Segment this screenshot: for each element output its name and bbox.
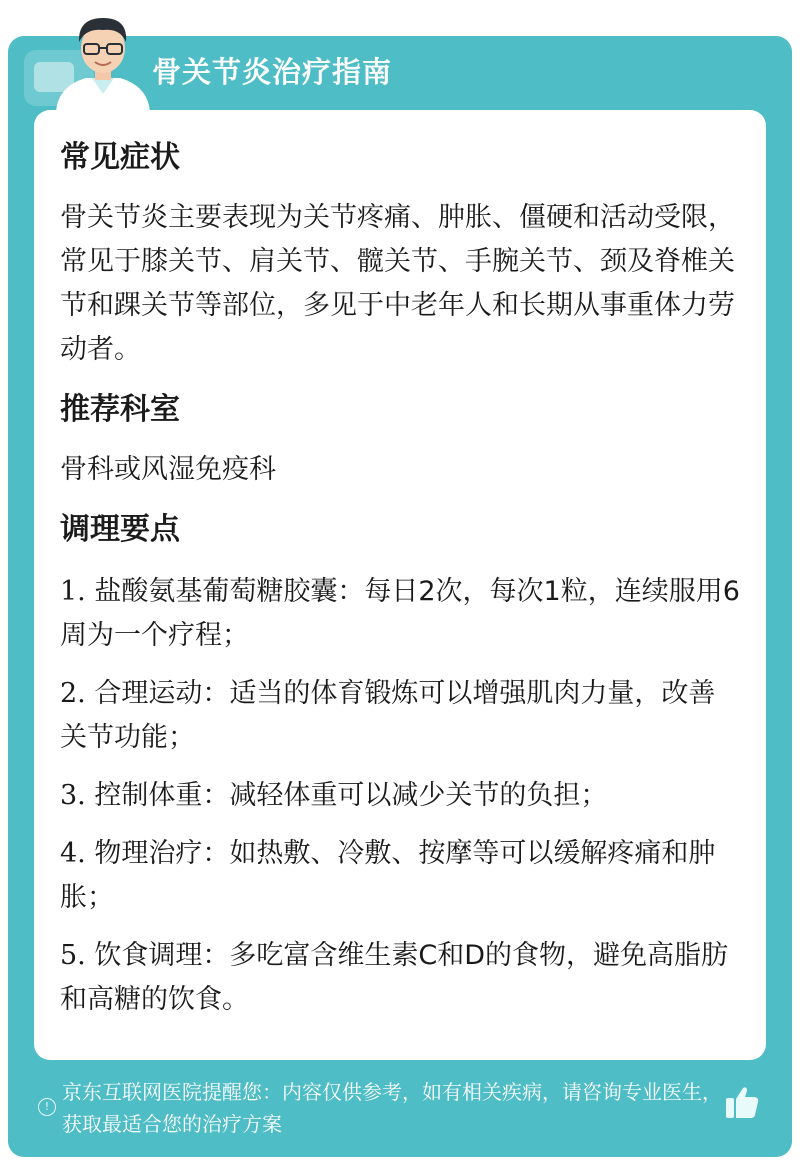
care-item-number: 4. [60,838,86,869]
care-item-number: 2. [60,678,86,709]
content-card [34,110,766,1060]
care-item-text: 控制体重：减轻体重可以减少关节的负担； [94,780,608,811]
info-icon: ! [38,1098,56,1116]
care-item [60,832,740,920]
department-heading: 推荐科室 [60,392,180,427]
thumbs-up-icon[interactable] [722,1082,762,1122]
symptoms-text: 骨关节炎主要表现为关节疼痛、肿胀、僵硬和活动受限，常见于膝关节、肩关节、髋关节、手腕关节、颈及脊椎关节和踝关节等部位，多见于中老年人和长期从事重体力劳动者。 [60,202,735,365]
care-heading: 调理要点 [60,512,180,547]
care-item-number: 1. [60,576,86,607]
disclaimer-text: 京东互联网医院提醒您：内容仅供参考，如有相关疾病，请咨询专业医生，获取最适合您的治疗方案 [62,1080,722,1136]
care-item [60,934,740,1022]
care-item-text: 盐酸氨基葡萄糖胶囊：每日2次，每次1粒，连续服用6周为一个疗程； [60,576,740,651]
care-item-number: 3. [60,780,86,811]
care-item-text: 合理运动：适当的体育锻炼可以增强肌肉力量，改善关节功能； [60,678,716,753]
symptoms-heading: 常见症状 [60,140,180,175]
department-text: 骨科或风湿免疫科 [60,454,276,485]
care-item [60,774,740,818]
care-item-number: 5. [60,940,86,971]
care-item-text: 物理治疗：如热敷、冷敷、按摩等可以缓解疼痛和肿胀； [60,838,716,913]
doctor-avatar-icon [48,8,158,112]
care-item [60,570,740,658]
card-content [60,136,740,1022]
care-item-text: 饮食调理：多吃富含维生素C和D的食物，避免高脂肪和高糖的饮食。 [60,940,729,1015]
care-item [60,672,740,760]
care-list [60,570,740,1022]
page-title: 骨关节炎治疗指南 [152,55,393,89]
